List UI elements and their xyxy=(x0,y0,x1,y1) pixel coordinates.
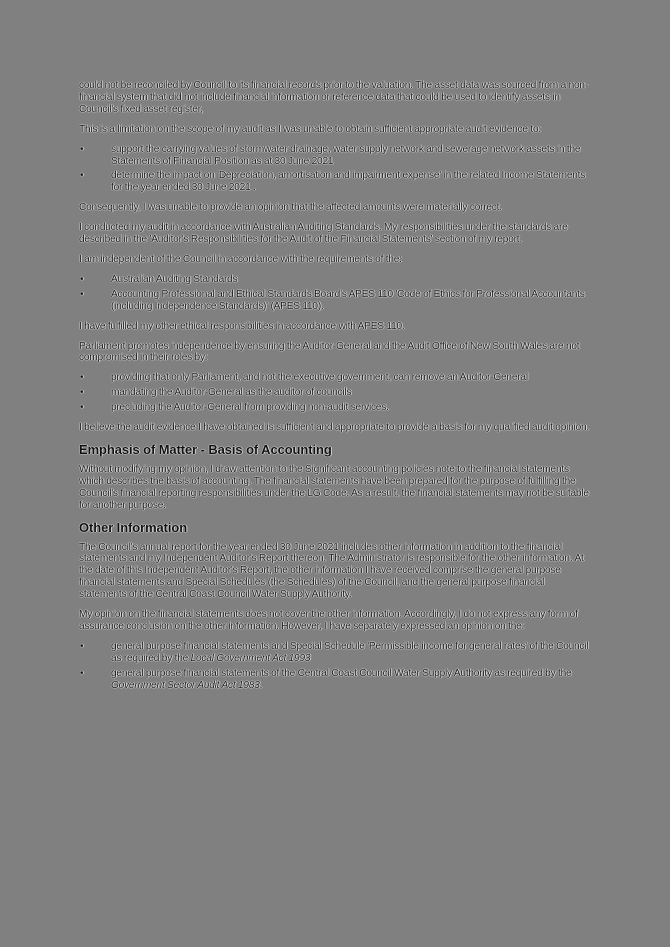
paragraph-parliament: Parliament promotes independence by ensuring the Auditor-General and the Audit Office of New South Wales are not compromised in their roles by: xyxy=(79,340,580,364)
list-item: • general purpose financial statements and Special Schedule 'Permissible income for general rates' of the Council as required by the Local Government Act 1993 xyxy=(80,640,589,664)
act-name: Local Government Act 1993 xyxy=(190,652,311,664)
heading-emphasis-of-matter: Emphasis of Matter - Basis of Accounting xyxy=(79,441,332,457)
bullet-icon: • xyxy=(80,288,84,300)
bullet-icon: • xyxy=(80,402,84,414)
bullet-list-requirements xyxy=(79,274,591,313)
paragraph-asset-data: could not be reconciled by Council to its financial records prior to the valuation. The asset data was sourced from a non-financial system that did not include financial information or reference data that could be used to identify assets in Council's fixed asset register, xyxy=(79,80,588,115)
bullet-icon: • xyxy=(80,387,84,399)
bullet-icon: • xyxy=(80,372,84,384)
bullet-icon: • xyxy=(80,640,84,652)
list-item: • determine the impact on 'Depreciation, amortisation and impairment expense' in the related Income Statements for the year ended 30 June 2021 . xyxy=(80,170,586,194)
list-item: • precluding the Auditor-General from providing non-audit services. xyxy=(80,402,389,414)
document-page xyxy=(79,80,591,700)
paragraph-opinion-scope: My opinion on the financial statements does not cover the other information. Accordingly, I do not express any form of assurance conclusion on the other information. However, I have separately expressed an opinion on the: xyxy=(79,609,578,632)
list-item: • general purpose financial statements of the Central Coast Council Water Supply Authority as required by the Government Sector Audit Act 1983. xyxy=(80,667,572,691)
paragraph-independence: I am independent of the Council in accordance with the requirements of the: xyxy=(79,253,402,265)
bullet-list-parliament xyxy=(79,372,591,414)
list-item: • Accounting Professional and Ethical Standards Board's APES 110 'Code of Ethics for Professional Accountants (including Independence Standards)' (APES 110). xyxy=(80,288,585,312)
paragraph-belief: I believe the audit evidence I have obtained is sufficient and appropriate to provide a basis for my qualified audit opinion. xyxy=(79,422,589,434)
list-item: • support the carrying values of stormwater drainage, water supply network and sewerage network assets in the Statements of Financial Position as at 30 June 2021 xyxy=(80,143,581,167)
act-name: Government Sector Audit Act 1983 xyxy=(111,679,260,691)
list-item: • providing that only Parliament, and not the executive government, can remove an Auditor-General xyxy=(80,372,528,384)
paragraph-ethical: I have fulfilled my other ethical responsibilities in accordance with APES 110. xyxy=(79,320,405,332)
bullet-icon: • xyxy=(80,667,84,679)
bullet-list-opinions xyxy=(79,641,591,692)
list-item: • mandating the Auditor-General as the auditor of councils xyxy=(80,387,352,399)
bullet-icon: • xyxy=(80,143,84,155)
heading-other-information: Other Information xyxy=(79,519,188,535)
paragraph-consequently: Consequently, I was unable to provide an opinion that the affected amounts were materially correct. xyxy=(79,202,502,214)
paragraph-audit-standards: I conducted my audit in accordance with Australian Auditing Standards. My responsibilities under the standards are described in the 'Auditor's Responsibilities for the Audit of the Financial Statements' section of my report. xyxy=(79,222,568,246)
bullet-list-limitations xyxy=(79,144,591,195)
paragraph-annual-report: The Council's annual report for the year ended 30 June 2021 includes other information in addition to the financial statements and my Independent Auditor's Report thereon. The Administrator is responsible for the other information. At the date of this Independent Auditor's Report, the other information I have received comprise the general purpose financial statements and Special Schedules (the Schedules) of the Council, and the general purpose financial statements of the Central Coast Council Water Supply Authority. xyxy=(79,541,584,601)
list-item: • Australian Auditing Standards xyxy=(80,273,238,285)
bullet-icon: • xyxy=(80,273,84,285)
paragraph-basis-accounting: Without modifying my opinion, I draw attention to the Significant accounting policies note to the financial statements which describes the basis of accounting. The financial statements have been prepared for the purpose of fulfilling the Council's financial reporting responsibilities under the LG Code. As a result, the financial statements may not be suitable for another purpose. xyxy=(79,463,589,511)
paragraph-scope-limitation: This is a limitation on the scope of my audit as I was unable to obtain sufficient appropriate audit evidence to: xyxy=(79,123,541,135)
bullet-icon: • xyxy=(80,170,84,182)
